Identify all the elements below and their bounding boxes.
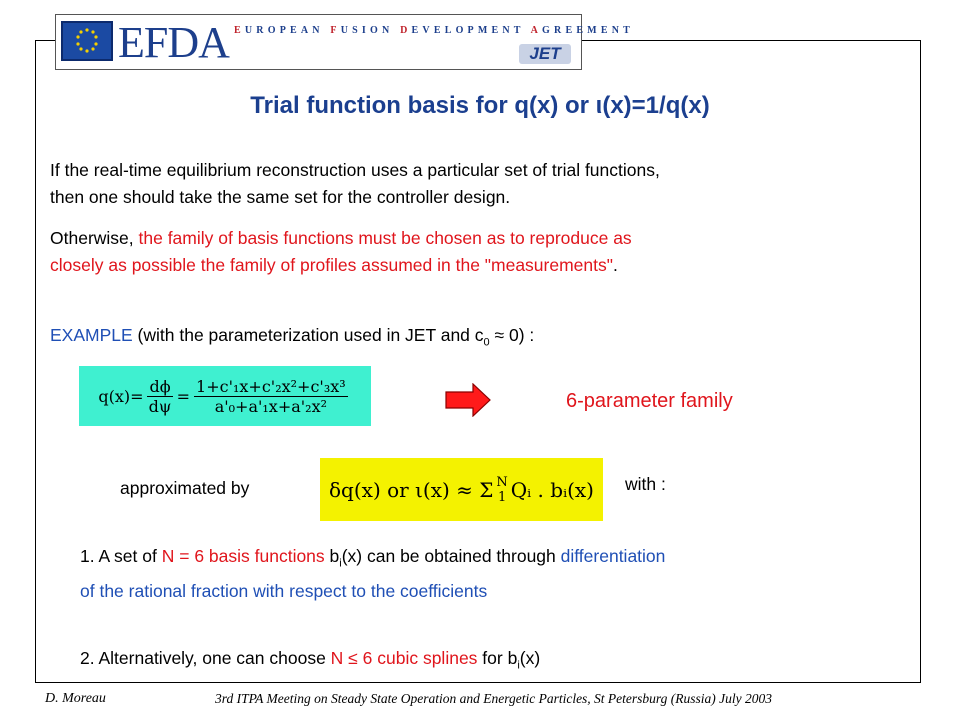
item-1: 1. A set of N = 6 basis functions $b_i(x)$ can be obtained through differentiation of the rational fraction with respect to the coefficients: [80, 546, 666, 601]
efda-agreement-text: EUROPEAN FUSION DEVELOPMENT AGREEMENT: [234, 25, 634, 36]
with-label: with :: [625, 474, 666, 494]
right-arrow-icon: [445, 383, 491, 417]
item-2: 2. Alternatively, one can choose N ≤ 6 cubic splines for $b_i(x)$: [80, 648, 541, 672]
footer-author: D. Moreau: [45, 691, 106, 706]
efda-header: [55, 14, 634, 70]
approximation-formula: δq(x) or ι(x) ≈ Σ N 1 Qᵢ . bᵢ(x): [320, 458, 603, 521]
footer-meeting: 3rd ITPA Meeting on Steady State Operation and Energetic Particles, St Petersburg (Russia) July 2003: [215, 691, 773, 706]
jet-logo: JET: [519, 44, 571, 64]
efda-logo: EFDA: [118, 18, 229, 67]
example-line: EXAMPLE (with the parameterization used in JET and $c_0 \approx 0$) :: [50, 325, 535, 349]
approximated-by-label: approximated by: [120, 478, 250, 498]
slide-title: Trial function basis for q(x) or ι(x)=1/q(x): [250, 92, 710, 119]
paragraph-2: Otherwise, the family of basis functions must be chosen as to reproduce as closely as possible the family of profiles assumed in the "measurements".: [50, 228, 632, 275]
six-parameter-family-label: 6-parameter family: [566, 390, 733, 412]
q-rational-formula: q(x)= $\frac{d\phi}{d\psi}$ = $\frac{\text{1+c'₁x+c'₂x²+c'₃x³}}{\text{a'₀+a'₁x+a'₂x²}}$: [79, 366, 371, 426]
eu-flag-icon: [61, 21, 113, 61]
paragraph-1: If the real-time equilibrium reconstruction uses a particular set of trial functions, then one should take the same set for the controller design.: [50, 160, 660, 207]
